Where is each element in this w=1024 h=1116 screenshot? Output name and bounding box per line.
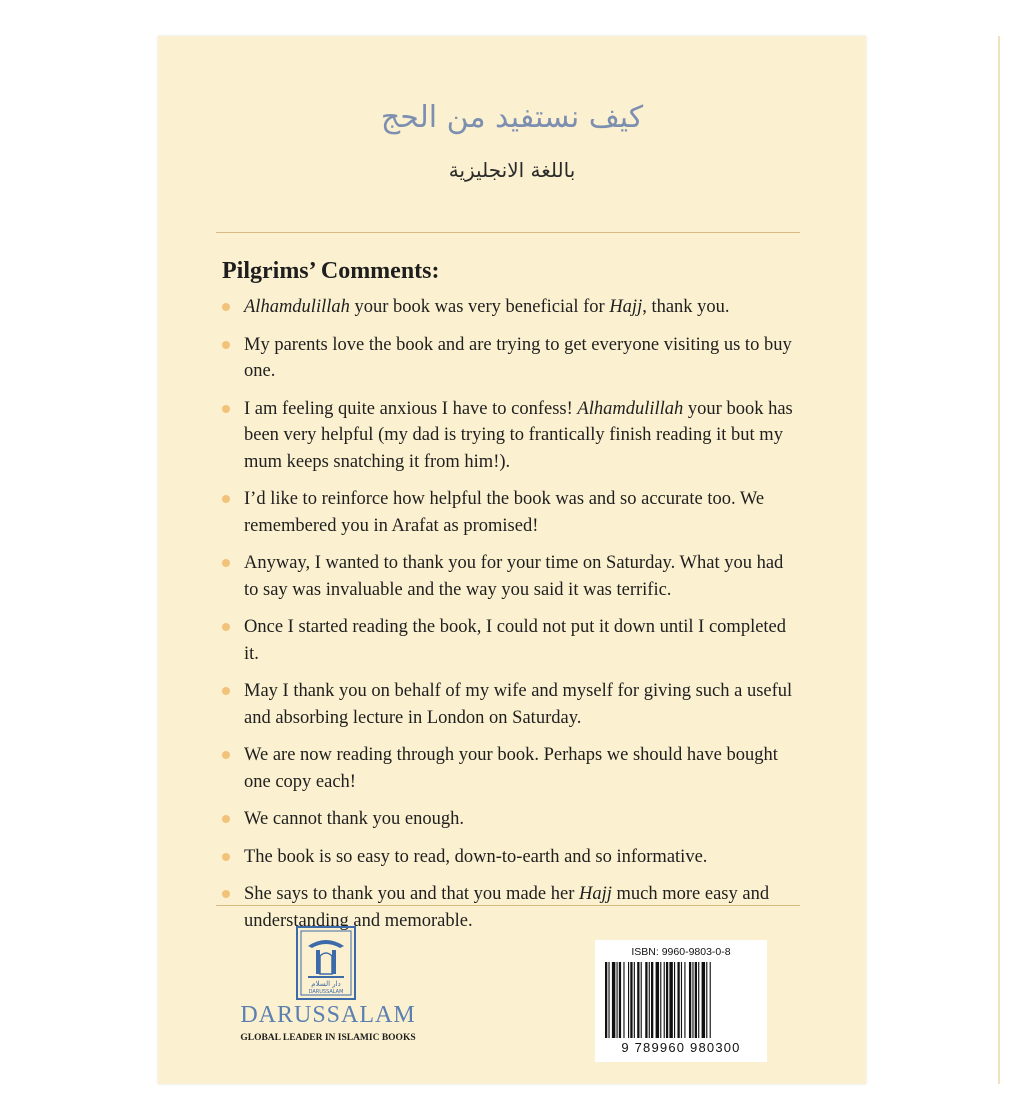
bullet-icon (222, 751, 230, 759)
comments-list (222, 294, 802, 945)
barcode-bar (645, 962, 647, 1038)
comment-text: I am feeling quite anxious I have to confess! (244, 398, 578, 419)
barcode-bar (651, 962, 653, 1038)
comment-item (222, 678, 802, 731)
barcode-bar (619, 962, 621, 1038)
bullet-icon (222, 559, 230, 567)
barcode-bar (666, 962, 668, 1038)
barcode-bar (702, 962, 705, 1038)
comment-text: your book was very beneficial for (349, 297, 610, 317)
arabic-title: كيف نستفيد من الحج (380, 100, 644, 135)
barcode-bar (605, 962, 607, 1038)
isbn-label: ISBN: 9960-9803-0-8 (631, 946, 731, 958)
barcode-digits: 9 789960 980300 (621, 1040, 741, 1055)
comment-text: We are now reading through your book. Perhaps we should have bought one copy each! (244, 745, 778, 792)
barcode-bars (603, 962, 759, 1038)
barcode-bar (637, 962, 639, 1038)
barcode-bar (664, 962, 665, 1038)
barcode-bar (669, 962, 672, 1038)
comment-text: Anyway, I wanted to thank you for your time on Saturday. What you had to say was invaluable and the way you said it was terrific. (244, 553, 784, 600)
section-title: Pilgrims’ Comments: (222, 258, 440, 284)
comment-text: Once I started reading the book, I could not put it down until I completed it. (244, 617, 787, 664)
bullet-icon (222, 853, 230, 861)
bullet-icon (222, 890, 230, 898)
barcode-bar (689, 962, 691, 1038)
comment-text: Hajj (609, 297, 643, 317)
publisher-name: DARUSSALAM (240, 1002, 416, 1028)
emblem-latin-text: DARUSSALAM (308, 989, 344, 995)
book-back-cover (158, 36, 866, 1084)
bullet-icon (222, 495, 230, 503)
arabic-subtitle: باللغة الانجليزية (448, 158, 576, 182)
comment-item (222, 742, 802, 795)
comment-text: The book is so easy to read, down-to-earth and so informative. (244, 846, 708, 867)
barcode-bar (649, 962, 650, 1038)
comment-text: much more easy and understanding and memorable. (244, 884, 770, 931)
comment-item (222, 396, 802, 476)
comment-text: We cannot thank you enough. (244, 809, 464, 829)
comment-text: My parents love the book and are trying to get everyone visiting us to buy one. (244, 334, 792, 381)
comment-text: , thank you. (642, 297, 730, 317)
emblem-arabic-text: دار السلام (311, 980, 341, 988)
comment-item (222, 844, 802, 871)
barcode-bar (617, 962, 618, 1038)
comment-text: your book has been very helpful (my dad is trying to frantically finish reading it but my mum keeps snatching it from him!). (244, 398, 793, 472)
barcode-bar (634, 962, 635, 1038)
barcode-bar (677, 962, 679, 1038)
barcode-bar (660, 962, 661, 1038)
bullet-icon (222, 623, 230, 631)
bullet-icon (222, 405, 230, 413)
comment-text: Alhamdulillah (244, 297, 350, 317)
barcode-bar (684, 962, 685, 1038)
cover-spine-edge (998, 36, 1000, 1084)
barcode-bar (656, 962, 659, 1038)
comment-item (222, 486, 802, 539)
barcode-bar (623, 962, 624, 1038)
comment-text: Hajj (579, 884, 612, 904)
publisher-tagline: GLOBAL LEADER IN ISLAMIC BOOKS (240, 1033, 416, 1043)
barcode-bar (612, 962, 615, 1038)
comment-text: Alhamdulillah (577, 398, 684, 419)
barcode-bar (674, 962, 675, 1038)
barcode-bar (608, 962, 609, 1038)
barcode-bar (630, 962, 632, 1038)
barcode-bar (706, 962, 707, 1038)
bullet-icon (222, 303, 230, 311)
publisher-emblem-icon (296, 926, 356, 1000)
comment-text: May I thank you on behalf of my wife and myself for giving such a useful and absorbing lecture in London on Saturday. (244, 681, 793, 728)
barcode-bar (692, 962, 693, 1038)
bullet-icon (222, 341, 230, 349)
barcode-bar (628, 962, 629, 1038)
bullet-icon (222, 815, 230, 823)
barcode-bar (710, 962, 711, 1038)
comment-item (222, 550, 802, 603)
barcode-bar (641, 962, 642, 1038)
comment-item (222, 332, 802, 385)
publisher-logo (228, 926, 428, 1066)
barcode-bar (681, 962, 682, 1038)
barcode-bar (698, 962, 699, 1038)
top-divider (216, 232, 800, 233)
barcode-bar (695, 962, 697, 1038)
comment-item (222, 806, 802, 833)
bottom-divider (216, 905, 800, 906)
comment-text: She says to thank you and that you made her (244, 884, 579, 904)
comment-item (222, 294, 802, 321)
comment-item (222, 614, 802, 667)
bullet-icon (222, 687, 230, 695)
comment-text: I’d like to reinforce how helpful the book was and so accurate too. We remembered you in Arafat as promised! (244, 489, 765, 536)
isbn-barcode (595, 940, 767, 1062)
